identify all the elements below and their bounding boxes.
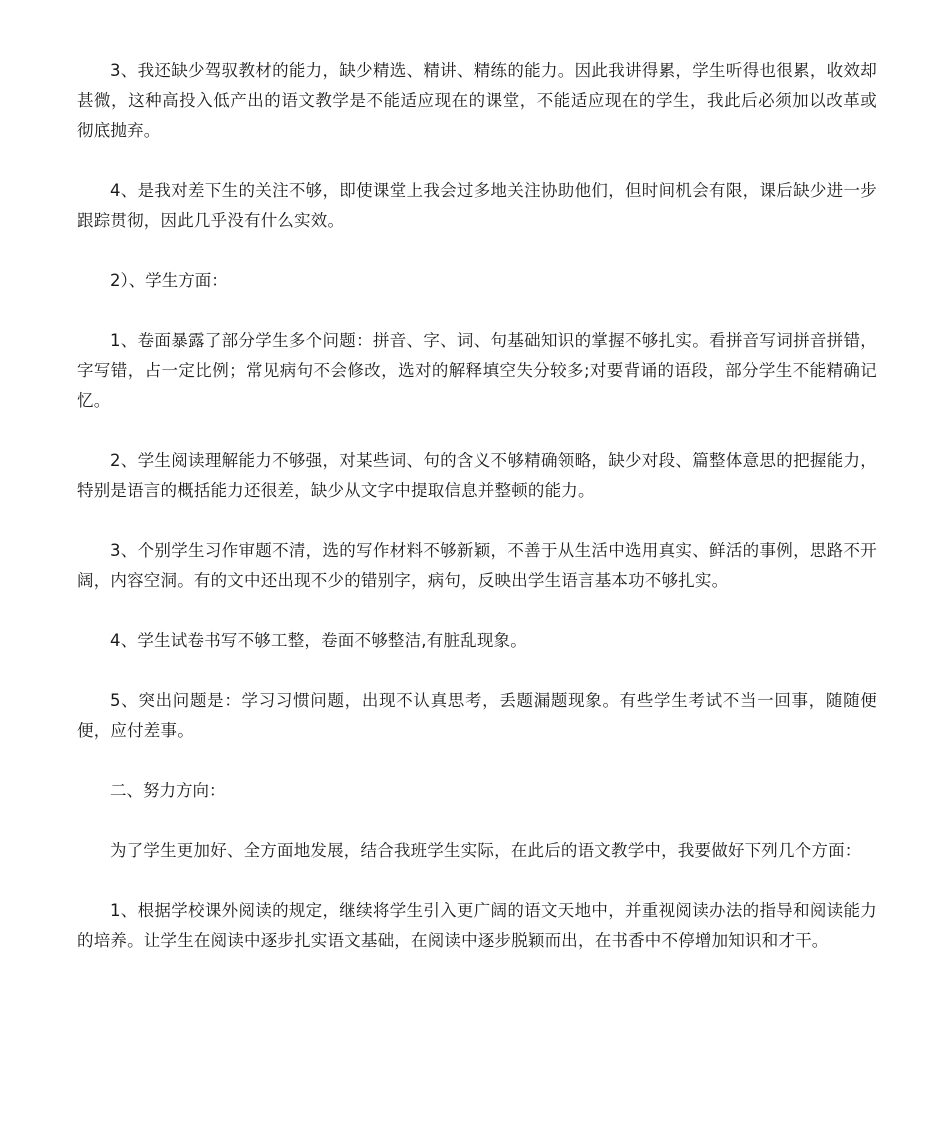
paragraph-student-point-3: 3、个别学生习作审题不清，选的写作材料不够新颖，不善于从生活中选用真实、鲜活的事例，思路不开阔，内容空洞。有的文中还出现不少的错别字，病句，反映出学生语言基本功不够扎实。 xyxy=(77,541,877,590)
paragraph-student-point-5: 5、突出问题是：学习习惯问题，出现不认真思考，丢题漏题现象。有些学生考试不当一回事，随随便便，应付差事。 xyxy=(77,691,877,740)
paragraph-teacher-point-3: 3、我还缺少驾驭教材的能力，缺少精选、精讲、精练的能力。因此我讲得累，学生听得也很累，收效却甚微，这种高投入低产出的语文教学是不能适应现在的课堂，不能适应现在的学生，我此后必须加以改革或彻底抛弃。 xyxy=(77,61,877,140)
paragraph-student-point-4: 4、学生试卷书写不够工整，卷面不够整洁,有脏乱现象。 xyxy=(110,631,527,650)
section-heading-students: 2）、学生方面： xyxy=(110,271,228,290)
section-heading-direction: 二、努力方向： xyxy=(110,781,226,800)
paragraph-student-point-2: 2、学生阅读理解能力不够强，对某些词、句的含义不够精确领略，缺少对段、篇整体意思的把握能力，特别是语言的概括能力还很差，缺少从文字中提取信息并整顿的能力。 xyxy=(77,451,877,500)
paragraph-teacher-point-4: 4、是我对差下生的关注不够，即使课堂上我会过多地关注协助他们，但时间机会有限，课后缺少进一步跟踪贯彻，因此几乎没有什么实效。 xyxy=(77,181,877,230)
document-body xyxy=(77,56,877,986)
paragraph-direction-intro: 为了学生更加好、全方面地发展，结合我班学生实际，在此后的语文教学中，我要做好下列几个方面： xyxy=(110,841,862,860)
paragraph-direction-point-1: 1、根据学校课外阅读的规定，继续将学生引入更广阔的语文天地中，并重视阅读办法的指导和阅读能力的培养。让学生在阅读中逐步扎实语文基础，在阅读中逐步脱颖而出，在书香中不停增加知识和才干。 xyxy=(77,901,877,950)
paragraph-student-point-1: 1、卷面暴露了部分学生多个问题：拼音、字、词、句基础知识的掌握不够扎实。看拼音写词拼音拼错，字写错，占一定比例；常见病句不会修改，选对的解释填空失分较多;对要背诵的语段，部分学生不能精确记忆。 xyxy=(77,331,877,410)
